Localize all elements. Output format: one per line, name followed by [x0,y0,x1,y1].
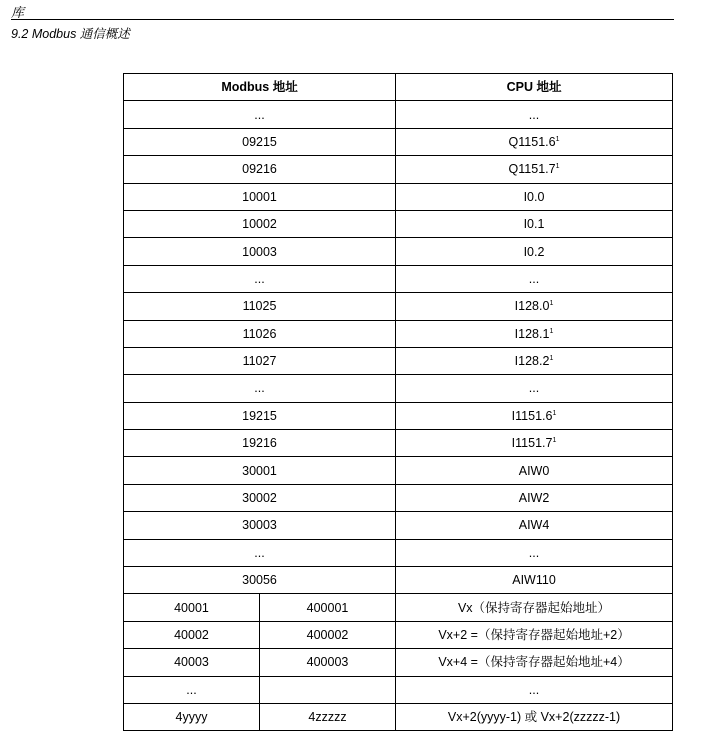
cpu-address-cell [396,265,673,292]
table-row [124,594,673,621]
cpu-address-cell [396,402,673,429]
table-row [124,156,673,183]
cpu-address-text: AIW4 [518,518,550,533]
modbus-address-6digit-cell: 400002 [260,621,396,648]
table-row [124,238,673,265]
cpu-address-text: ... [528,381,540,396]
footnote-marker: 1 [552,437,557,445]
table-row [124,183,673,210]
modbus-address-6digit-cell [260,676,396,703]
cpu-address-cell [396,128,673,155]
cpu-address-text: AIW2 [518,491,550,506]
table-row [124,676,673,703]
cpu-address-text: AIW0 [518,463,550,478]
header-title: 库 [11,5,25,20]
modbus-address-cell: 11026 [124,320,396,347]
footnote-marker: 1 [552,409,557,417]
table-row [124,320,673,347]
table-row [124,567,673,594]
modbus-address-6digit-cell: 4zzzzz [260,703,396,730]
cpu-address-cell [396,320,673,347]
cpu-address-text: I128.1 [514,326,550,341]
modbus-address-cell: 11027 [124,347,396,374]
cpu-address-text: ... [528,271,540,286]
table-row [124,430,673,457]
table-row [124,210,673,237]
modbus-address-cell: 11025 [124,293,396,320]
cpu-address-cell: Vx+2 =（保持寄存器起始地址+2） [396,621,673,648]
cpu-address-text: Q1151.6 [508,134,556,149]
cpu-address-text: I0.0 [523,189,545,204]
cpu-address-cell [396,539,673,566]
table-row [124,457,673,484]
cpu-address-text: I0.1 [523,217,545,232]
table-row [124,375,673,402]
cpu-address-text: I128.2 [514,354,550,369]
modbus-address-5digit-cell: 40001 [124,594,260,621]
cpu-address-cell: Vx+2(yyyy-1) 或 Vx+2(zzzzz-1) [396,703,673,730]
table-row [124,101,673,128]
modbus-address-6digit-cell: 400003 [260,649,396,676]
table-row [124,649,673,676]
modbus-address-cell: 10001 [124,183,396,210]
cpu-address-cell: Vx+4 =（保持寄存器起始地址+4） [396,649,673,676]
table-row [124,512,673,539]
modbus-address-cell: 30001 [124,457,396,484]
modbus-address-cell: 19216 [124,430,396,457]
table-row [124,402,673,429]
modbus-address-cell: 10003 [124,238,396,265]
cpu-address-cell [396,293,673,320]
modbus-address-5digit-cell: ... [124,676,260,703]
table-row [124,128,673,155]
footnote-marker: 1 [555,163,560,171]
footnote-marker: 1 [549,327,554,335]
modbus-address-cell: 19215 [124,402,396,429]
cpu-address-cell [396,375,673,402]
modbus-address-cell: ... [124,265,396,292]
header-divider [11,19,674,20]
cpu-address-cell [396,567,673,594]
modbus-address-5digit-cell: 4yyyy [124,703,260,730]
cpu-address-cell [396,484,673,511]
modbus-address-cell: 30056 [124,567,396,594]
cpu-address-cell: Vx（保持寄存器起始地址） [396,594,673,621]
modbus-address-cell: 09215 [124,128,396,155]
cpu-address-cell: ... [396,676,673,703]
cpu-address-cell [396,457,673,484]
footnote-marker: 1 [555,135,560,143]
cpu-address-cell [396,101,673,128]
footnote-marker: 1 [549,300,554,308]
table-row [124,703,673,730]
footnote-marker: 1 [549,354,554,362]
cpu-address-cell [396,183,673,210]
modbus-address-5digit-cell: 40003 [124,649,260,676]
table-header-row [124,74,673,101]
cpu-address-text: I128.0 [514,299,550,314]
column-header-cpu: CPU 地址 [396,74,673,101]
cpu-address-text: ... [528,107,540,122]
modbus-address-cell: 30002 [124,484,396,511]
modbus-address-5digit-cell: 40002 [124,621,260,648]
cpu-address-cell [396,156,673,183]
cpu-address-cell [396,430,673,457]
modbus-address-cell: 10002 [124,210,396,237]
table-row [124,484,673,511]
cpu-address-text: AIW110 [512,573,556,588]
cpu-address-cell [396,210,673,237]
cpu-address-text: Q1151.7 [508,162,556,177]
modbus-address-cell: 09216 [124,156,396,183]
cpu-address-text: ... [528,545,540,560]
modbus-address-6digit-cell: 400001 [260,594,396,621]
table-row [124,265,673,292]
table-row [124,621,673,648]
table-row [124,539,673,566]
table-row [124,293,673,320]
modbus-address-table [123,73,673,731]
section-title: 9.2 Modbus 通信概述 [11,27,130,41]
cpu-address-cell [396,347,673,374]
modbus-address-cell: ... [124,539,396,566]
column-header-modbus: Modbus 地址 [124,74,396,101]
table-row [124,347,673,374]
cpu-address-cell [396,238,673,265]
modbus-address-cell: 30003 [124,512,396,539]
cpu-address-text: I1151.7 [511,436,553,451]
modbus-address-cell: ... [124,375,396,402]
cpu-address-text: I0.2 [523,244,545,259]
cpu-address-cell [396,512,673,539]
modbus-address-cell: ... [124,101,396,128]
cpu-address-text: I1151.6 [511,408,553,423]
